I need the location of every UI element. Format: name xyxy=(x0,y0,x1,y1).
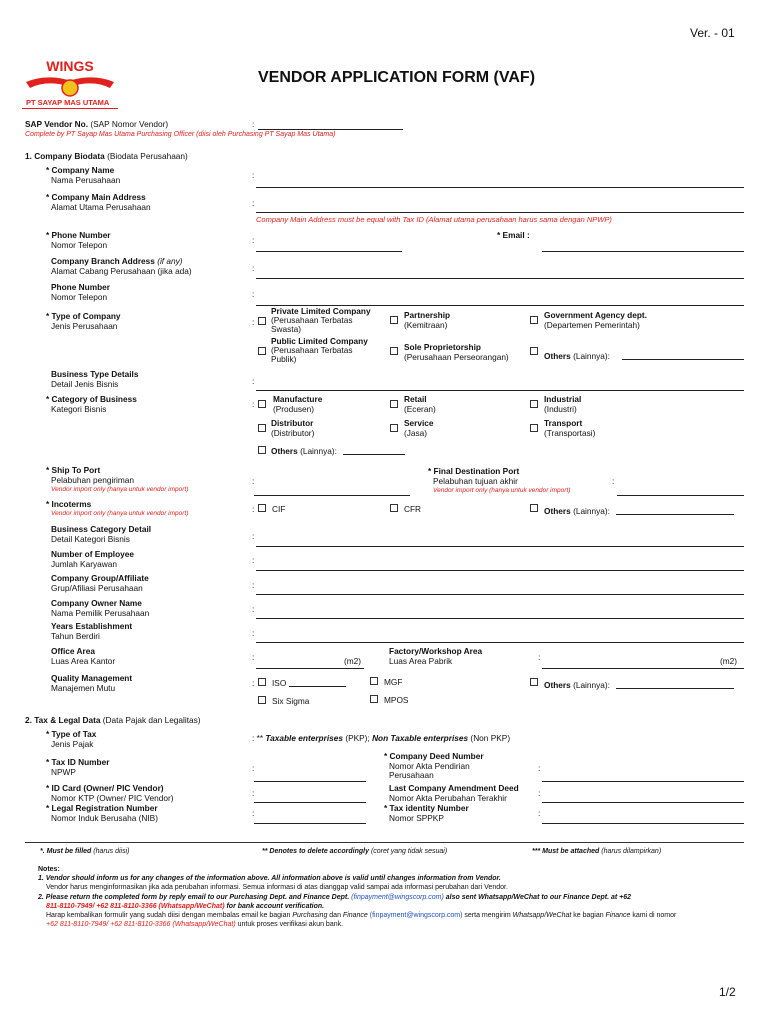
checkbox-manufacture[interactable] xyxy=(258,400,266,408)
checkbox-transport[interactable] xyxy=(530,424,538,432)
iso-field[interactable] xyxy=(289,686,346,687)
note-2-cont: 811-8110-7949/ +62 811-8110-3366 (Whatsapp/WeChat) for bank account verification. xyxy=(46,903,325,910)
checkbox-industrial[interactable] xyxy=(530,400,538,408)
business-type-label: Business Type Details Detail Jenis Bisnis xyxy=(51,369,139,389)
option-private-limited: Private Limited Company (Perusahaan Terbatas Swasta) xyxy=(271,306,371,334)
group-field[interactable] xyxy=(256,594,744,595)
option-cfr: CFR xyxy=(404,504,422,514)
incoterms-label: * Incoterms Vendor import only (hanya untuk vendor import) xyxy=(46,499,189,517)
checkbox-service[interactable] xyxy=(390,424,398,432)
business-cat-detail-label: Business Category Detail Detail Kategori Bisnis xyxy=(51,524,152,544)
type-company-label: * Type of Company Jenis Perusahaan xyxy=(46,311,121,331)
note-1: 1. Vendor should inform us for any changes of the information above. All information above is valid until changes information from Vendor. xyxy=(38,875,501,882)
email-label: * Email : xyxy=(497,230,530,240)
checkbox-iso[interactable] xyxy=(258,678,266,686)
checkbox-six-sigma[interactable] xyxy=(258,696,266,704)
sap-vendor-label: SAP Vendor No. (SAP Nomor Vendor) xyxy=(25,119,169,129)
option-public-limited: Public Limited Company (Perusahaan Terbatas Publik) xyxy=(271,336,368,364)
section2-title: 2. Tax & Legal Data (Data Pajak dan Legalitas) xyxy=(25,715,201,725)
checkbox-others-quality[interactable] xyxy=(530,678,538,686)
checkbox-private-limited[interactable] xyxy=(258,317,266,325)
years-label: Years Establishment Tahun Berdiri xyxy=(51,621,133,641)
others-category-field[interactable] xyxy=(343,454,405,455)
ship-to-label: * Ship To Port Pelabuhan pengiriman Vendor import only (hanya untuk vendor import) xyxy=(46,465,189,493)
section1-title: 1. Company Biodata (Biodata Perusahaan) xyxy=(25,151,188,161)
legal-reg-field[interactable] xyxy=(254,823,366,824)
checkbox-others-category[interactable] xyxy=(258,446,266,454)
page-number: 1/2 xyxy=(719,985,736,999)
option-industrial: Industrial (Industri) xyxy=(544,394,582,414)
business-type-field[interactable] xyxy=(256,390,744,391)
checkbox-public-limited[interactable] xyxy=(258,347,266,355)
type-tax-value[interactable]: : ** Taxable enterprises (PKP); Non Taxable enterprises (Non PKP) xyxy=(252,733,511,743)
office-area-field[interactable] xyxy=(256,668,364,669)
option-manufacture: Manufacture (Produsen) xyxy=(273,394,323,414)
option-others-company: Others (Lainnya): xyxy=(544,351,610,361)
tax-id-label: * Tax ID Number NPWP xyxy=(46,757,110,777)
option-others-category: Others (Lainnya): xyxy=(271,446,337,456)
id-card-field[interactable] xyxy=(254,802,366,803)
others-quality-field[interactable] xyxy=(616,688,734,689)
email-field[interactable] xyxy=(542,251,744,252)
option-cif: CIF xyxy=(272,504,286,514)
business-cat-detail-field[interactable] xyxy=(256,546,744,547)
legal-reg-label: * Legal Registration Number Nomor Induk Berusaha (NIB) xyxy=(46,803,158,823)
logo-text: WINGS xyxy=(46,58,94,74)
employees-field[interactable] xyxy=(256,570,744,571)
legend-attach: *** Must be attached (harus dilampirkan) xyxy=(532,848,662,855)
checkbox-sole-proprietor[interactable] xyxy=(390,347,398,355)
legend-delete: ** Denotes to delete accordingly (coret yang tidak sesuai) xyxy=(262,848,448,855)
sap-note: Complete by PT Sayap Mas Utama Purchasing Officer (diisi oleh Purchasing PT Sayap Mas Utama) xyxy=(25,131,336,138)
main-address-field[interactable] xyxy=(256,212,744,213)
others-company-field[interactable] xyxy=(622,359,744,360)
checkbox-government[interactable] xyxy=(530,316,538,324)
main-address-note: Company Main Address must be equal with Tax ID (Alamat utama perusahaan harus sama dengan NPWP) xyxy=(256,215,612,224)
id-card-label: * ID Card (Owner/ PIC Vendor) Nomor KTP (Owner/ PIC Vendor) xyxy=(46,783,174,803)
owner-field[interactable] xyxy=(256,618,744,619)
notes-title: Notes: xyxy=(38,866,60,873)
deed-field[interactable] xyxy=(542,781,744,782)
legend-must-fill: *. Must be filled (harus diisi) xyxy=(40,848,130,855)
company-name-label: * Company Name Nama Perusahaan xyxy=(46,165,121,185)
phone-field[interactable] xyxy=(256,251,402,252)
note-1-sub: Vendor harus menginformasikan jika ada perubahan informasi. Semua informasi di atas dianggap valid sampai ada informasi perubahan dari Vendor. xyxy=(46,884,508,891)
option-others-incoterms: Others (Lainnya): xyxy=(544,506,610,516)
checkbox-cfr[interactable] xyxy=(390,504,398,512)
ship-to-field[interactable] xyxy=(254,495,410,496)
company-name-field[interactable] xyxy=(256,187,744,188)
owner-label: Company Owner Name Nama Pemilik Perusahaan xyxy=(51,598,150,618)
category-label: * Category of Business Kategori Bisnis xyxy=(46,394,137,414)
version-label: Ver. - 01 xyxy=(690,26,735,40)
amend-label: Last Company Amendment Deed Nomor Akta Perubahan Terakhir xyxy=(389,783,519,803)
office-area-label: Office Area Luas Area Kantor xyxy=(51,646,116,666)
note-2: 2. Please return the completed form by reply email to our Purchasing Dept. and Finance Dept. (finpayment@wingscorp.com) also sent Whatsapp/WeChat to our Finance Dept. at +62 xyxy=(38,894,631,901)
tax-identity-label: * Tax identity Number Nomor SPPKP xyxy=(384,803,469,823)
option-partnership: Partnership (Kemitraan) xyxy=(404,310,451,330)
phone-label: * Phone Number Nomor Telepon xyxy=(46,230,111,250)
checkbox-retail[interactable] xyxy=(390,400,398,408)
option-distributor: Distributor (Distributor) xyxy=(271,418,315,438)
factory-area-label: Factory/Workshop Area Luas Area Pabrik xyxy=(389,646,483,666)
type-tax-label: * Type of Tax Jenis Pajak xyxy=(46,729,97,749)
note-2-sub-cont: +62 811-8110-7949/ +62 811-8110-3366 (Whatsapp/WeChat) untuk proses verifikasi akun bank. xyxy=(46,921,344,928)
checkbox-mgf[interactable] xyxy=(370,677,378,685)
checkbox-distributor[interactable] xyxy=(258,424,266,432)
checkbox-others-company[interactable] xyxy=(530,347,538,355)
tax-id-field[interactable] xyxy=(254,781,366,782)
option-retail: Retail (Eceran) xyxy=(404,394,436,414)
option-sole-proprietor: Sole Proprietorship (Perusahaan Perseorangan) xyxy=(404,342,509,362)
final-dest-field[interactable] xyxy=(617,495,744,496)
amend-field[interactable] xyxy=(542,802,744,803)
option-government: Government Agency dept. (Departemen Pemerintah) xyxy=(544,310,647,330)
checkbox-others-incoterms[interactable] xyxy=(530,504,538,512)
option-mgf: MGF xyxy=(384,677,403,687)
phone2-label: Phone Number Nomor Telepon xyxy=(51,282,111,302)
option-others-quality: Others (Lainnya): xyxy=(544,680,610,690)
others-incoterms-field[interactable] xyxy=(616,514,734,515)
checkbox-partnership[interactable] xyxy=(390,316,398,324)
wings-logo xyxy=(22,58,118,102)
years-field[interactable] xyxy=(256,642,744,643)
option-transport: Transport (Transportasi) xyxy=(544,418,596,438)
tax-identity-field[interactable] xyxy=(542,823,744,824)
deed-label: * Company Deed Number Nomor Akta Pendirian Perusahaan xyxy=(384,751,484,780)
option-service: Service (Jasa) xyxy=(404,418,434,438)
factory-area-unit: (m2) xyxy=(720,656,738,666)
option-six-sigma: Six Sigma xyxy=(272,696,310,706)
sap-colon: : xyxy=(252,119,255,129)
page-title: VENDOR APPLICATION FORM (VAF) xyxy=(258,69,536,86)
employees-label: Number of Employee Jumlah Karyawan xyxy=(51,549,134,569)
group-label: Company Group/Affiliate Grup/Afiliasi Perusahaan xyxy=(51,573,149,593)
checkbox-cif[interactable] xyxy=(258,504,266,512)
final-dest-label: * Final Destination Port Pelabuhan tujuan akhir Vendor import only (hanya untuk vendor import) xyxy=(428,466,571,494)
checkbox-mpos[interactable] xyxy=(370,695,378,703)
option-iso: ISO xyxy=(272,678,287,688)
legend-divider xyxy=(25,842,744,843)
factory-area-field[interactable] xyxy=(542,668,744,669)
branch-field[interactable] xyxy=(256,278,744,279)
note-2-sub: Harap kembalikan formulir yang sudah diisi dengan membalas email ke bagian Purchasing dan Finance (finpayment@wingscorp.com) serta mengirim Whatsapp/WeChat ke bagian Finance kami di nomor xyxy=(46,912,677,919)
option-mpos: MPOS xyxy=(384,695,409,705)
office-area-unit: (m2) xyxy=(344,656,362,666)
logo-underline xyxy=(22,108,118,109)
company-name-logo: PT SAYAP MAS UTAMA xyxy=(26,98,110,107)
quality-label: Quality Management Manajemen Mutu xyxy=(51,673,133,693)
main-address-label: * Company Main Address Alamat Utama Perusahaan xyxy=(46,192,151,212)
branch-label: Company Branch Address (if any) Alamat Cabang Perusahaan (jika ada) xyxy=(51,256,192,276)
